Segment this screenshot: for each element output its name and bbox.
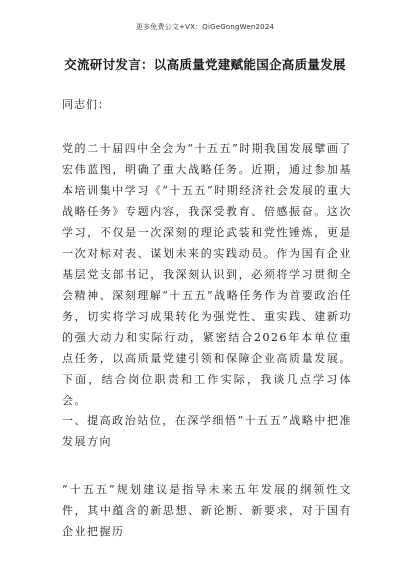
section-heading: 一、提高政治站位，在深学细悟“十五五”战略中把准发展方向 [62,414,352,448]
intro-paragraph: 党的二十届四中全会为“十五五”时期我国发展擘画了宏伟蓝图，明确了重大战略任务。近期，通过参加基本培训集中学习《“十五五”时期经济社会发展的重大战略任务》专题内容，我深受教育、倍感振奋。这次学习，不仅是一次深刻的理论武装和党性锤炼，更是一次对标对表、谋划未来的实践动员。作为国有企业基层党支部书记，我深刻认识到，必须将学习贯彻全会精神、深刻理解“十五五”战略任务作为首要政治任务，切实将学习成果转化为强党性、重实践、建新功的强大动力和实际行动，紧密结合2026年本单位重点任务，以高质量党建引领和保障企业高质量发展。下面，结合岗位职责和工作实际，我谈几点学习体会。 [62,142,352,407]
salutation: 同志们： [62,98,110,111]
document-title: 交流研讨发言：以高质量党建赋能国企高质量发展 [64,57,346,72]
header-note: 更多免费公文+VX：QiGeGongWen2024 [135,23,275,31]
section-body-paragraph: “十五五”规划建议是指导未来五年发展的纲领性文件，其中蕴含的新思想、新论断、新要求，对于国有企业把握历 [62,483,352,538]
